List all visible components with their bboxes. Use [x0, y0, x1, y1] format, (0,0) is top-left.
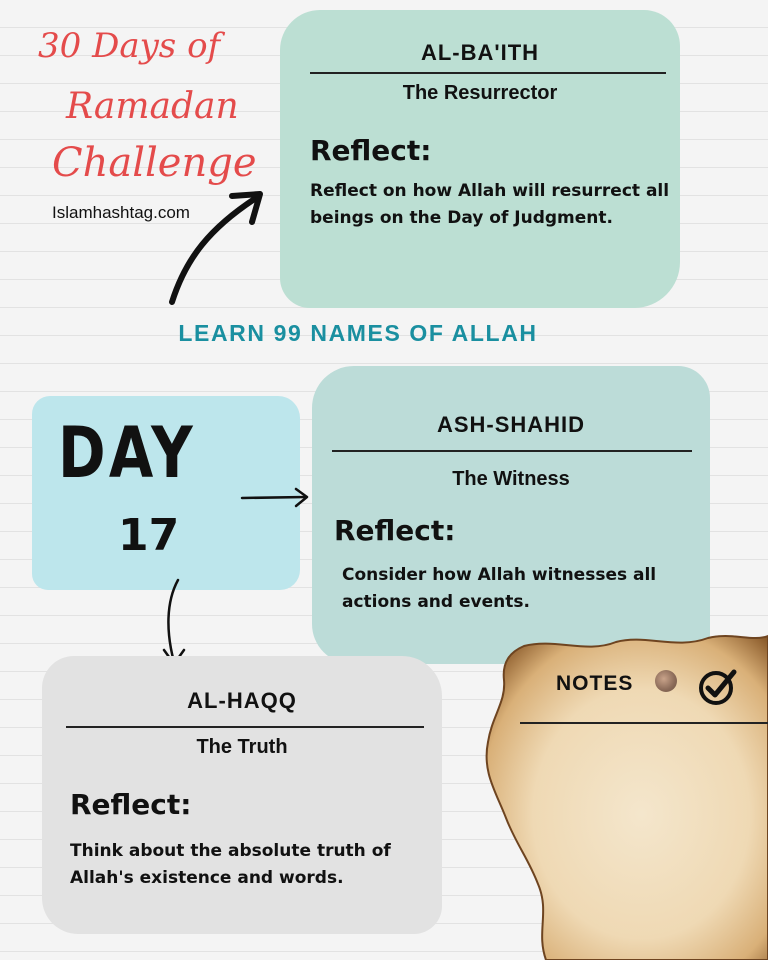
pushpin-icon [655, 670, 677, 692]
card-description: Think about the absolute truth of Allah's existence and words. [70, 841, 391, 888]
brand-title-line-2: Ramadan [66, 86, 239, 127]
card-description: Consider how Allah witnesses all actions and events. [342, 565, 657, 612]
card-divider [66, 726, 424, 728]
day-number: 17 [118, 510, 180, 561]
card-meaning: The Witness [452, 468, 570, 490]
arrow-right-icon [240, 486, 312, 510]
name-card-al-baith [280, 10, 680, 308]
curved-arrow-icon [160, 188, 270, 308]
card-divider [332, 450, 692, 452]
notes-title: NOTES [556, 672, 634, 695]
notes-divider [520, 722, 768, 724]
day-label: DAY [58, 412, 196, 494]
card-reflect-label: Reflect: [310, 134, 432, 167]
name-card-al-haqq [42, 656, 442, 934]
card-name: AL-BA'ITH [420, 40, 540, 65]
brand-title-line-1: 30 Days of [38, 26, 221, 66]
card-reflect-label: Reflect: [70, 788, 192, 821]
card-description: Reflect on how Allah will resurrect all beings on the Day of Judgment. [310, 181, 670, 228]
name-card-ash-shahid [312, 366, 710, 664]
card-divider [310, 72, 666, 74]
website-label: Islamhashtag.com [52, 203, 190, 222]
brand-title-line-3: Challenge [52, 140, 257, 186]
tagline: LEARN 99 NAMES OF ALLAH [178, 320, 538, 346]
checkmark-circle-icon [698, 666, 738, 706]
card-reflect-label: Reflect: [334, 514, 456, 547]
card-name: AL-HAQQ [187, 688, 297, 713]
card-meaning: The Truth [196, 736, 288, 758]
card-name: ASH-SHAHID [436, 412, 586, 437]
card-meaning: The Resurrector [402, 82, 558, 104]
